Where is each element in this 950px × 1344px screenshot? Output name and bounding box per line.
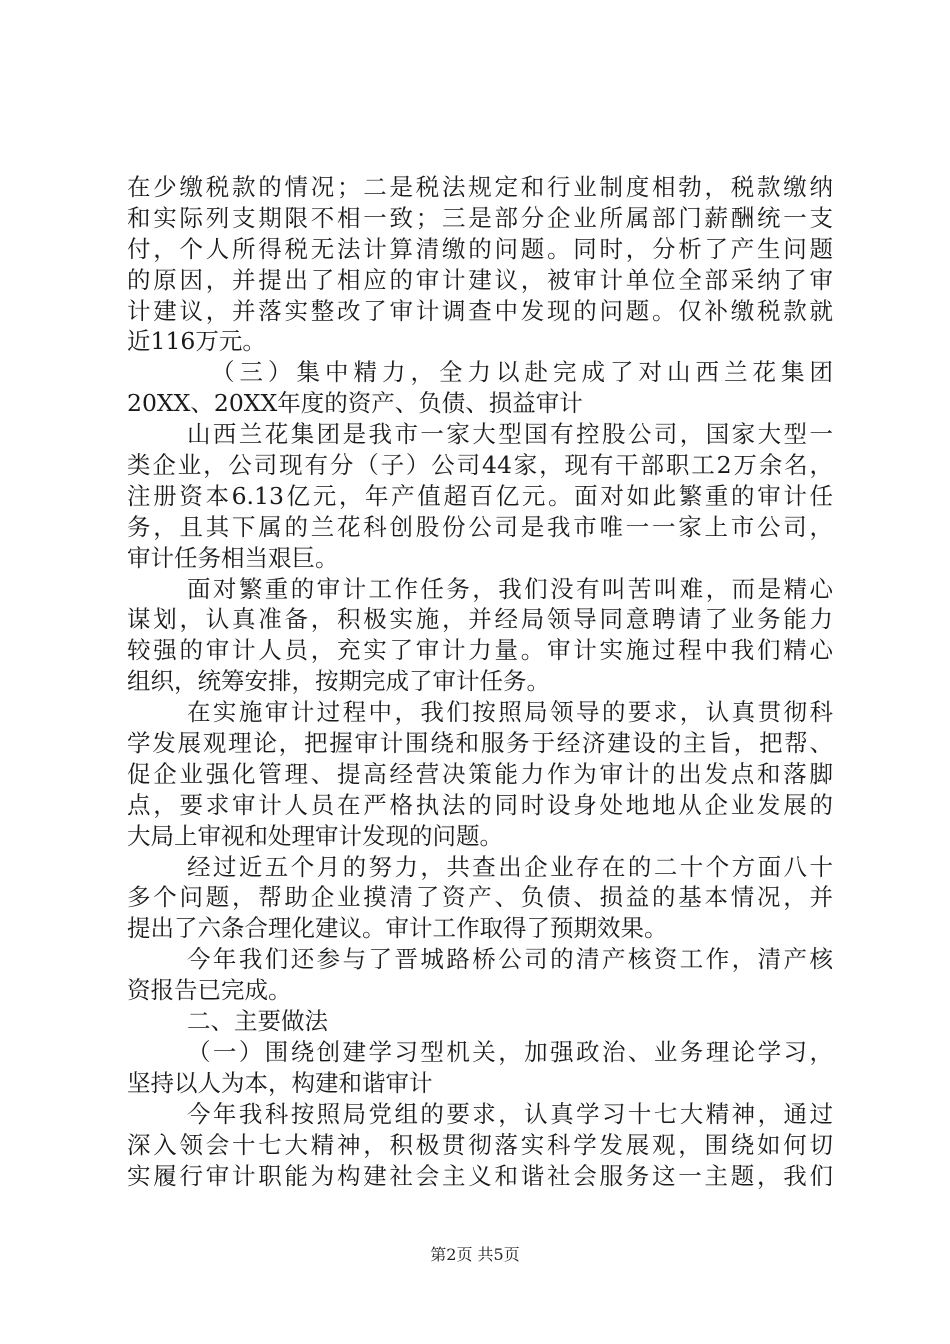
text-line: 类企业，公司现有分（子）公司44家，现有干部职工2万余名， <box>127 451 833 480</box>
text-line: 近116万元。 <box>127 327 266 356</box>
text-line: 大局上审视和处理审计发现的问题。 <box>127 821 503 850</box>
text-line: 山西兰花集团是我市一家大型国有控股公司，国家大型一 <box>187 420 833 449</box>
text-line: 和实际列支期限不相一致；三是部分企业所属部门薪酬统一支 <box>127 203 833 232</box>
subsection-heading: 坚持以人为本，构建和谐审计 <box>127 1068 433 1097</box>
text-line: 今年我科按照局党组的要求，认真学习十七大精神，通过 <box>187 1099 833 1128</box>
section-heading: （三）集中精力，全力以赴完成了对山西兰花集团 <box>211 358 833 387</box>
text-line: 在少缴税款的情况；二是税法规定和行业制度相勃，税款缴纳 <box>127 173 833 201</box>
text-line: 的原因，并提出了相应的审计建议，被审计单位全部采纳了审 <box>127 265 833 294</box>
text-line: 注册资本6.13亿元，年产值超百亿元。面对如此繁重的审计任 <box>127 481 833 510</box>
page-footer: 第2页 共5页 <box>430 1245 520 1264</box>
text-line: 组织，统筹安排，按期完成了审计任务。 <box>127 667 550 696</box>
text-line: 点，要求审计人员在严格执法的同时设身处地地从企业发展的 <box>127 790 833 819</box>
text-line: 计建议，并落实整改了审计调查中发现的问题。仅补缴税款就 <box>127 296 833 325</box>
text-line: 经过近五个月的努力，共查出企业存在的二十个方面八十 <box>187 852 833 881</box>
text-line: 提出了六条合理化建议。审计工作取得了预期效果。 <box>127 914 668 943</box>
text-line: 实履行审计职能为构建社会主义和谐社会服务这一主题，我们 <box>127 1161 833 1190</box>
text-line: 在实施审计过程中，我们按照局领导的要求，认真贯彻科 <box>187 698 833 727</box>
text-line: 多个问题，帮助企业摸清了资产、负债、损益的基本情况，并 <box>127 883 833 912</box>
section-heading: 二、主要做法 <box>187 1007 328 1036</box>
text-line: 资报告已完成。 <box>127 976 292 1005</box>
text-line: 促企业强化管理、提高经营决策能力作为审计的出发点和落脚 <box>127 759 833 788</box>
text-line: 谋划，认真准备，积极实施，并经局领导同意聘请了业务能力 <box>127 605 833 634</box>
subsection-heading: （一）围绕创建学习型机关，加强政治、业务理论学习， <box>187 1037 833 1066</box>
text-line: 学发展观理论，把握审计围绕和服务于经济建设的主旨，把帮、 <box>127 729 833 758</box>
section-heading: 20XX、20XX年度的资产、负债、损益审计 <box>127 389 583 418</box>
text-line: 深入领会十七大精神，积极贯彻落实科学发展观，围绕如何切 <box>127 1130 833 1159</box>
text-line: 务，且其下属的兰花科创股份公司是我市唯一一家上市公司， <box>127 512 833 541</box>
document-body <box>127 172 833 1191</box>
text-line: 付，个人所得税无法计算清缴的问题。同时，分析了产生问题 <box>127 234 833 263</box>
text-line: 较强的审计人员，充实了审计力量。审计实施过程中我们精心 <box>127 636 833 665</box>
text-line: 审计任务相当艰巨。 <box>127 543 339 572</box>
text-line: 面对繁重的审计工作任务，我们没有叫苦叫难，而是精心 <box>187 574 833 603</box>
text-line: 今年我们还参与了晋城路桥公司的清产核资工作，清产核 <box>187 945 833 974</box>
